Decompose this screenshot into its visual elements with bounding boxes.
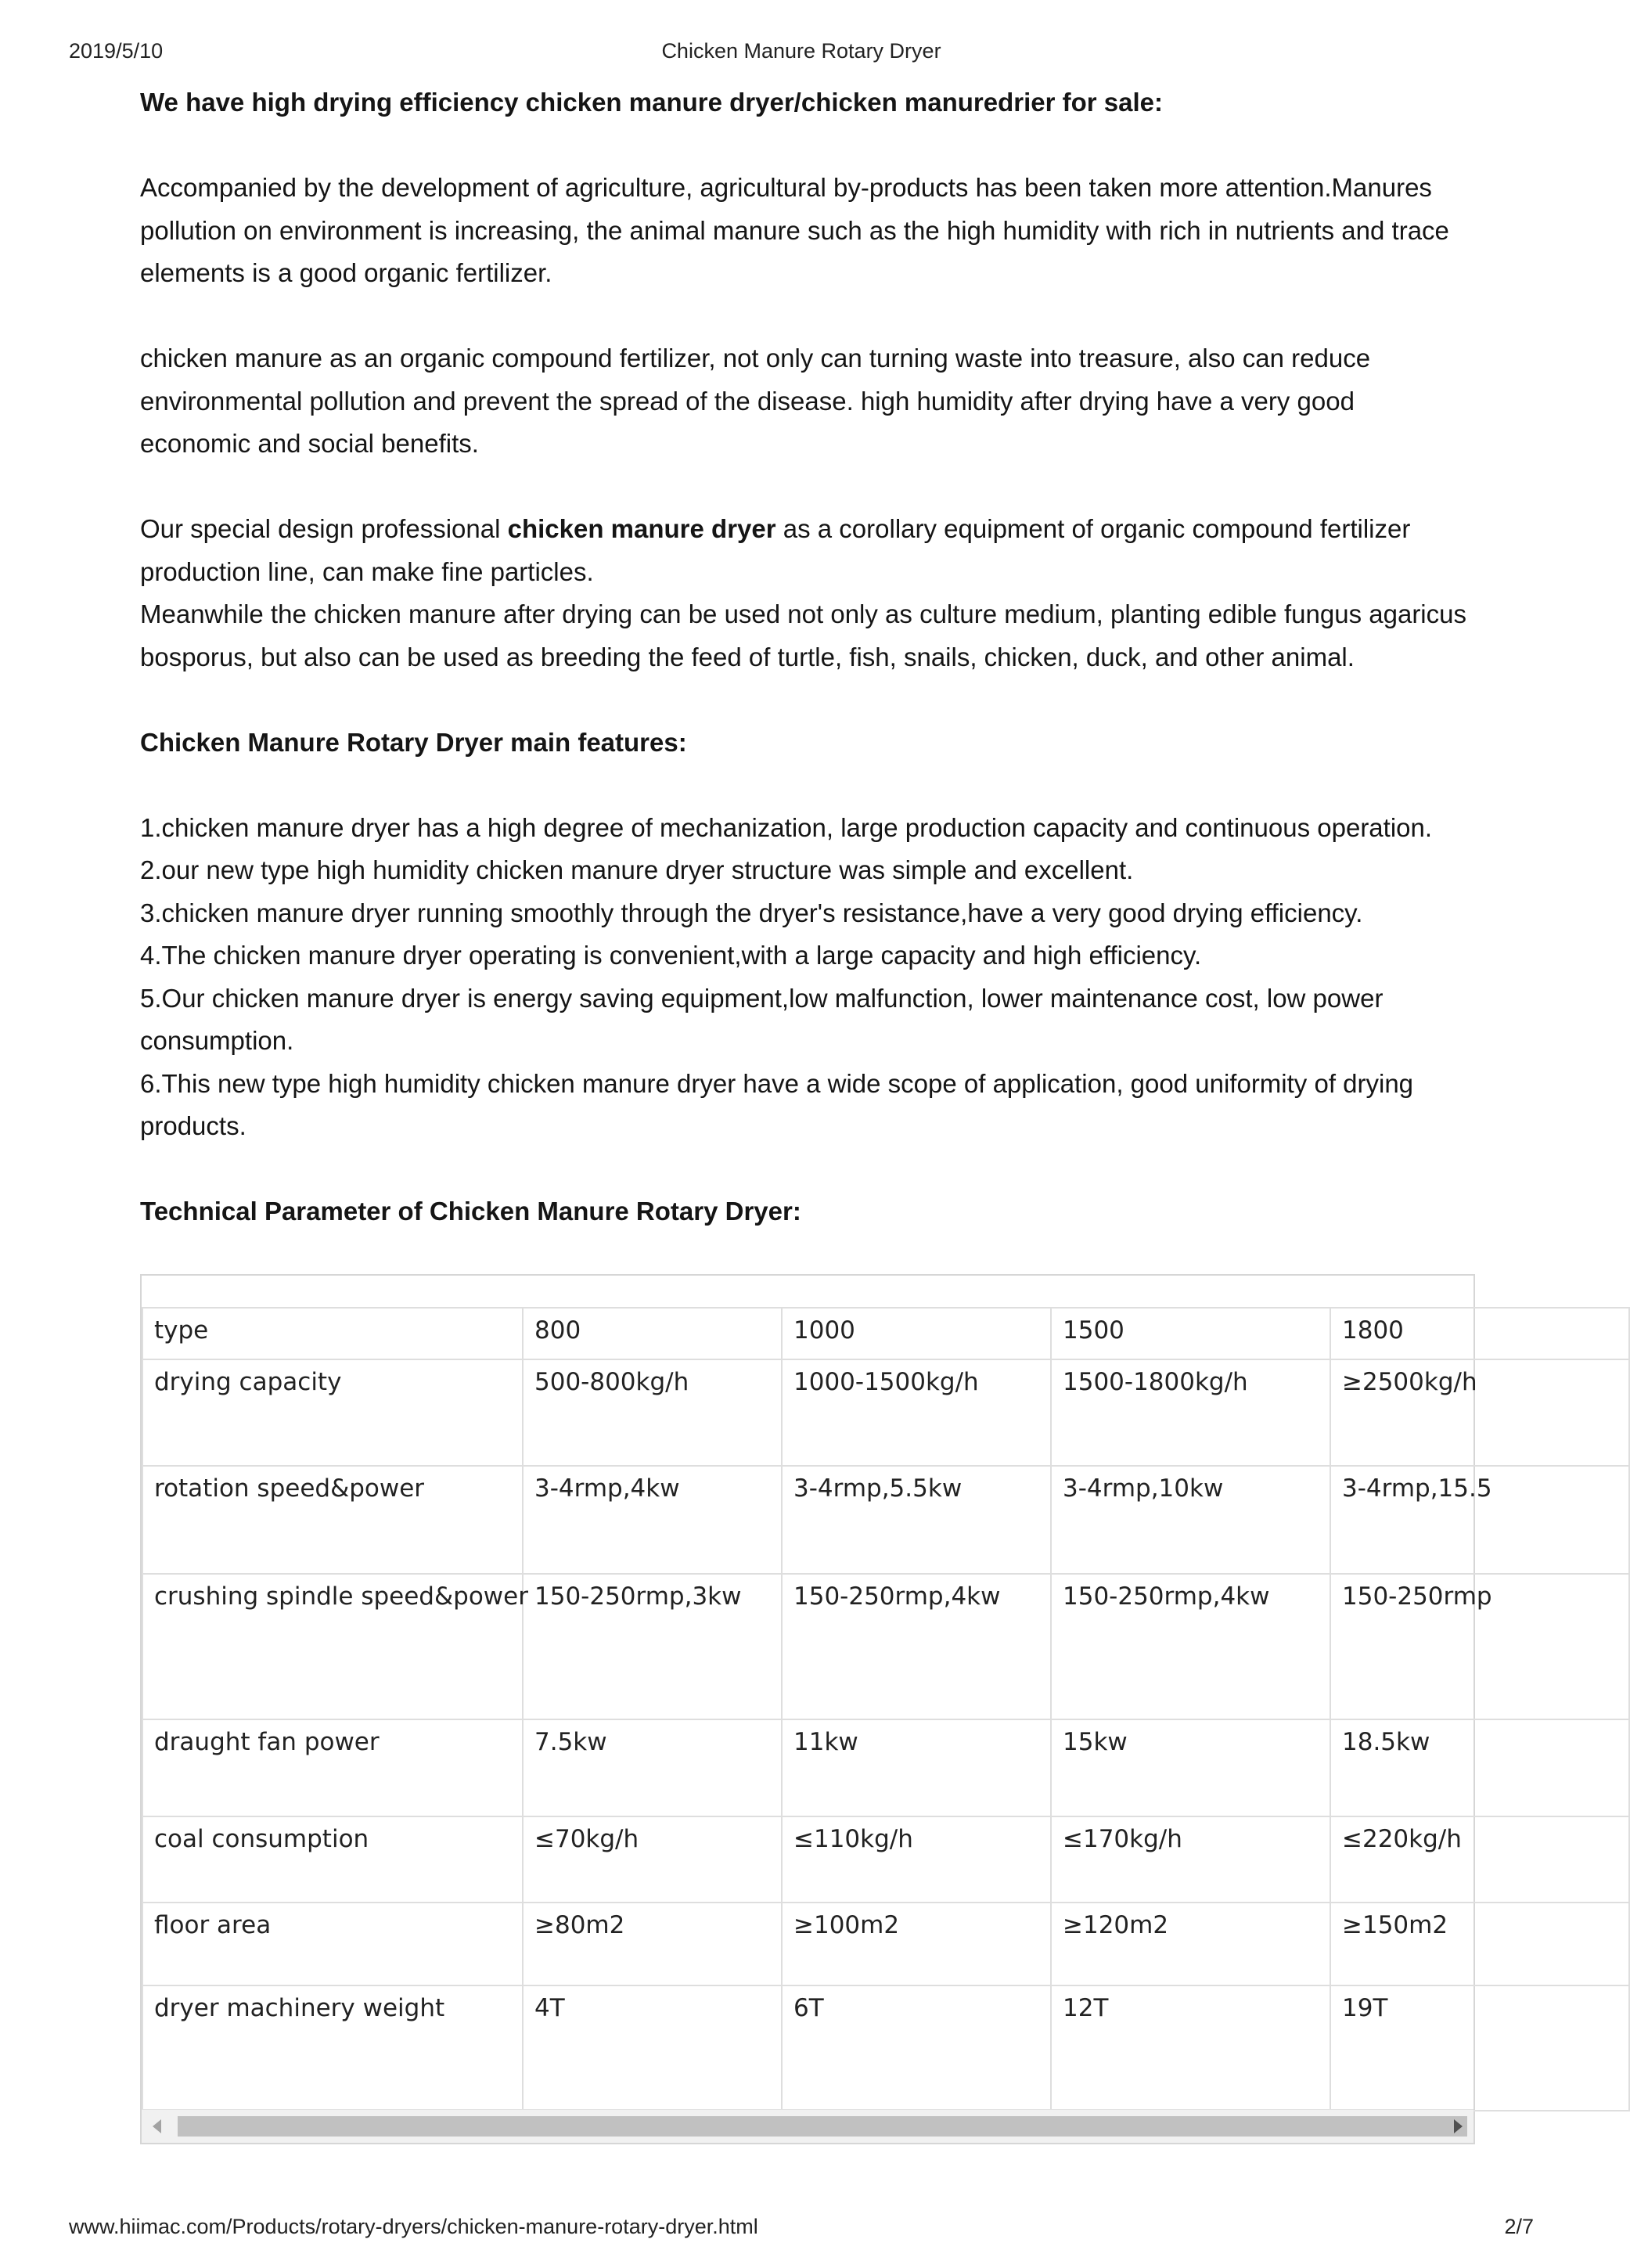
table-cell: 1500 <box>1051 1308 1330 1359</box>
table-cell: coal consumption <box>142 1816 523 1903</box>
feature-item: 1.chicken manure dryer has a high degree of mechanization, large production capacity and continuous operation. <box>140 812 1433 842</box>
table-cell: 150-250rmp,4kw <box>1051 1574 1330 1719</box>
table-cell: 12T <box>1051 1985 1330 2111</box>
feature-item: 2.our new type high humidity chicken manure dryer structure was simple and excellent. <box>140 855 1134 884</box>
table-cell: 11kw <box>782 1719 1051 1816</box>
table-cell: ≤110kg/h <box>782 1816 1051 1903</box>
table-cell: ≤170kg/h <box>1051 1816 1330 1903</box>
table-row <box>142 1985 1629 2111</box>
print-date: 2019/5/10 <box>69 39 164 63</box>
parameter-table-scroll-area[interactable] <box>142 1307 1492 2097</box>
table-row <box>142 1308 1629 1359</box>
table-cell: floor area <box>142 1903 523 1985</box>
table-cell: 3-4rmp,15.5 <box>1330 1466 1629 1574</box>
table-cell: 1000 <box>782 1308 1051 1359</box>
table-row <box>142 1466 1629 1574</box>
table-cell: ≥120m2 <box>1051 1903 1330 1985</box>
paragraph-special-design <box>140 508 1470 593</box>
table-cell: ≥100m2 <box>782 1903 1051 1985</box>
table-cell: 18.5kw <box>1330 1719 1629 1816</box>
table-cell: 1800 <box>1330 1308 1629 1359</box>
table-cell: 800 <box>523 1308 782 1359</box>
table-cell: ≥80m2 <box>523 1903 782 1985</box>
table-cell: 3-4rmp,10kw <box>1051 1466 1330 1574</box>
table-cell: 19T <box>1330 1985 1629 2111</box>
article-content <box>140 81 1470 1276</box>
table-cell: 3-4rmp,4kw <box>523 1466 782 1574</box>
table-cell: ≥150m2 <box>1330 1903 1629 1985</box>
table-cell: drying capacity <box>142 1359 523 1466</box>
feature-item: 6.This new type high humidity chicken manure dryer have a wide scope of application, good uniformity of drying products. <box>140 1068 1414 1140</box>
paragraph-culture-medium: Meanwhile the chicken manure after drying can be used not only as culture medium, planting edible fungus agaricus bosporus, but also can be used as breeding the feed of turtle, fish, snails, chicken, duck, and other animal. <box>140 599 1466 671</box>
print-footer <box>69 2215 1534 2246</box>
features-list <box>140 807 1470 1148</box>
paragraph-special-design-suffix: as a corollary equipment of organic compound fertilizer production line, can make fine particles. <box>140 514 1411 586</box>
table-cell: ≤70kg/h <box>523 1816 782 1903</box>
table-cell: 150-250rmp <box>1330 1574 1629 1719</box>
feature-item: 3.chicken manure dryer running smoothly through the dryer's resistance,have a very good drying efficiency. <box>140 898 1363 927</box>
table-cell: ≥2500kg/h <box>1330 1359 1629 1466</box>
params-heading: Technical Parameter of Chicken Manure Rotary Dryer: <box>140 1197 801 1226</box>
scroll-left-arrow-icon[interactable] <box>153 2119 161 2133</box>
table-row <box>142 1816 1629 1903</box>
print-page-title: Chicken Manure Rotary Dryer <box>661 39 941 63</box>
table-cell: 500-800kg/h <box>523 1359 782 1466</box>
table-cell: 3-4rmp,5.5kw <box>782 1466 1051 1574</box>
table-cell: crushing spindle speed&power <box>142 1574 523 1719</box>
table-cell: dryer machinery weight <box>142 1985 523 2111</box>
table-cell: draught fan power <box>142 1719 523 1816</box>
table-cell: 4T <box>523 1985 782 2111</box>
parameter-table-container <box>140 1274 1492 2144</box>
horizontal-scrollbar[interactable] <box>142 2109 1473 2143</box>
table-cell: 6T <box>782 1985 1051 2111</box>
table-cell: 1000-1500kg/h <box>782 1359 1051 1466</box>
table-row <box>142 1719 1629 1816</box>
scrollbar-thumb[interactable] <box>178 2116 1467 2137</box>
table-cell: 150-250rmp,4kw <box>782 1574 1051 1719</box>
features-heading: Chicken Manure Rotary Dryer main features: <box>140 727 687 757</box>
table-row <box>142 1574 1629 1719</box>
feature-item: 4.The chicken manure dryer operating is convenient,with a large capacity and high efficiency. <box>140 941 1202 970</box>
page-url: www.hiimac.com/Products/rotary-dryers/chicken-manure-rotary-dryer.html <box>69 2215 758 2238</box>
table-cell: 7.5kw <box>523 1719 782 1816</box>
table-row <box>142 1359 1629 1466</box>
parameter-table <box>142 1307 1630 2111</box>
table-cell: 150-250rmp,3kw <box>523 1574 782 1719</box>
sale-heading: We have high drying efficiency chicken manure dryer/chicken manuredrier for sale: <box>140 88 1164 117</box>
table-cell: 1500-1800kg/h <box>1051 1359 1330 1466</box>
table-cell: ≤220kg/h <box>1330 1816 1629 1903</box>
print-header <box>69 39 1534 70</box>
chicken-manure-dryer-emphasis: chicken manure dryer <box>507 514 776 543</box>
table-cell: rotation speed&power <box>142 1466 523 1574</box>
feature-item: 5.Our chicken manure dryer is energy saving equipment,low malfunction, lower maintenance cost, low power consumption. <box>140 983 1384 1055</box>
paragraph-organic-fertilizer: chicken manure as an organic compound fertilizer, not only can turning waste into treasure, also can reduce environmental pollution and prevent the spread of the disease. high humidity after drying have a very good economic and social benefits. <box>140 344 1371 458</box>
page-number: 2/7 <box>1504 2215 1534 2238</box>
table-cell: type <box>142 1308 523 1359</box>
paragraph-special-design-prefix: Our special design professional <box>140 514 508 543</box>
table-cell: 15kw <box>1051 1719 1330 1816</box>
scroll-right-arrow-icon[interactable] <box>1454 2119 1463 2133</box>
paragraph-agriculture: Accompanied by the development of agriculture, agricultural by-products has been taken more attention.Manures pollution on environment is increasing, the animal manure such as the high humidity with rich in nutrients and trace elements is a good organic fertilizer. <box>140 173 1449 287</box>
table-row <box>142 1903 1629 1985</box>
